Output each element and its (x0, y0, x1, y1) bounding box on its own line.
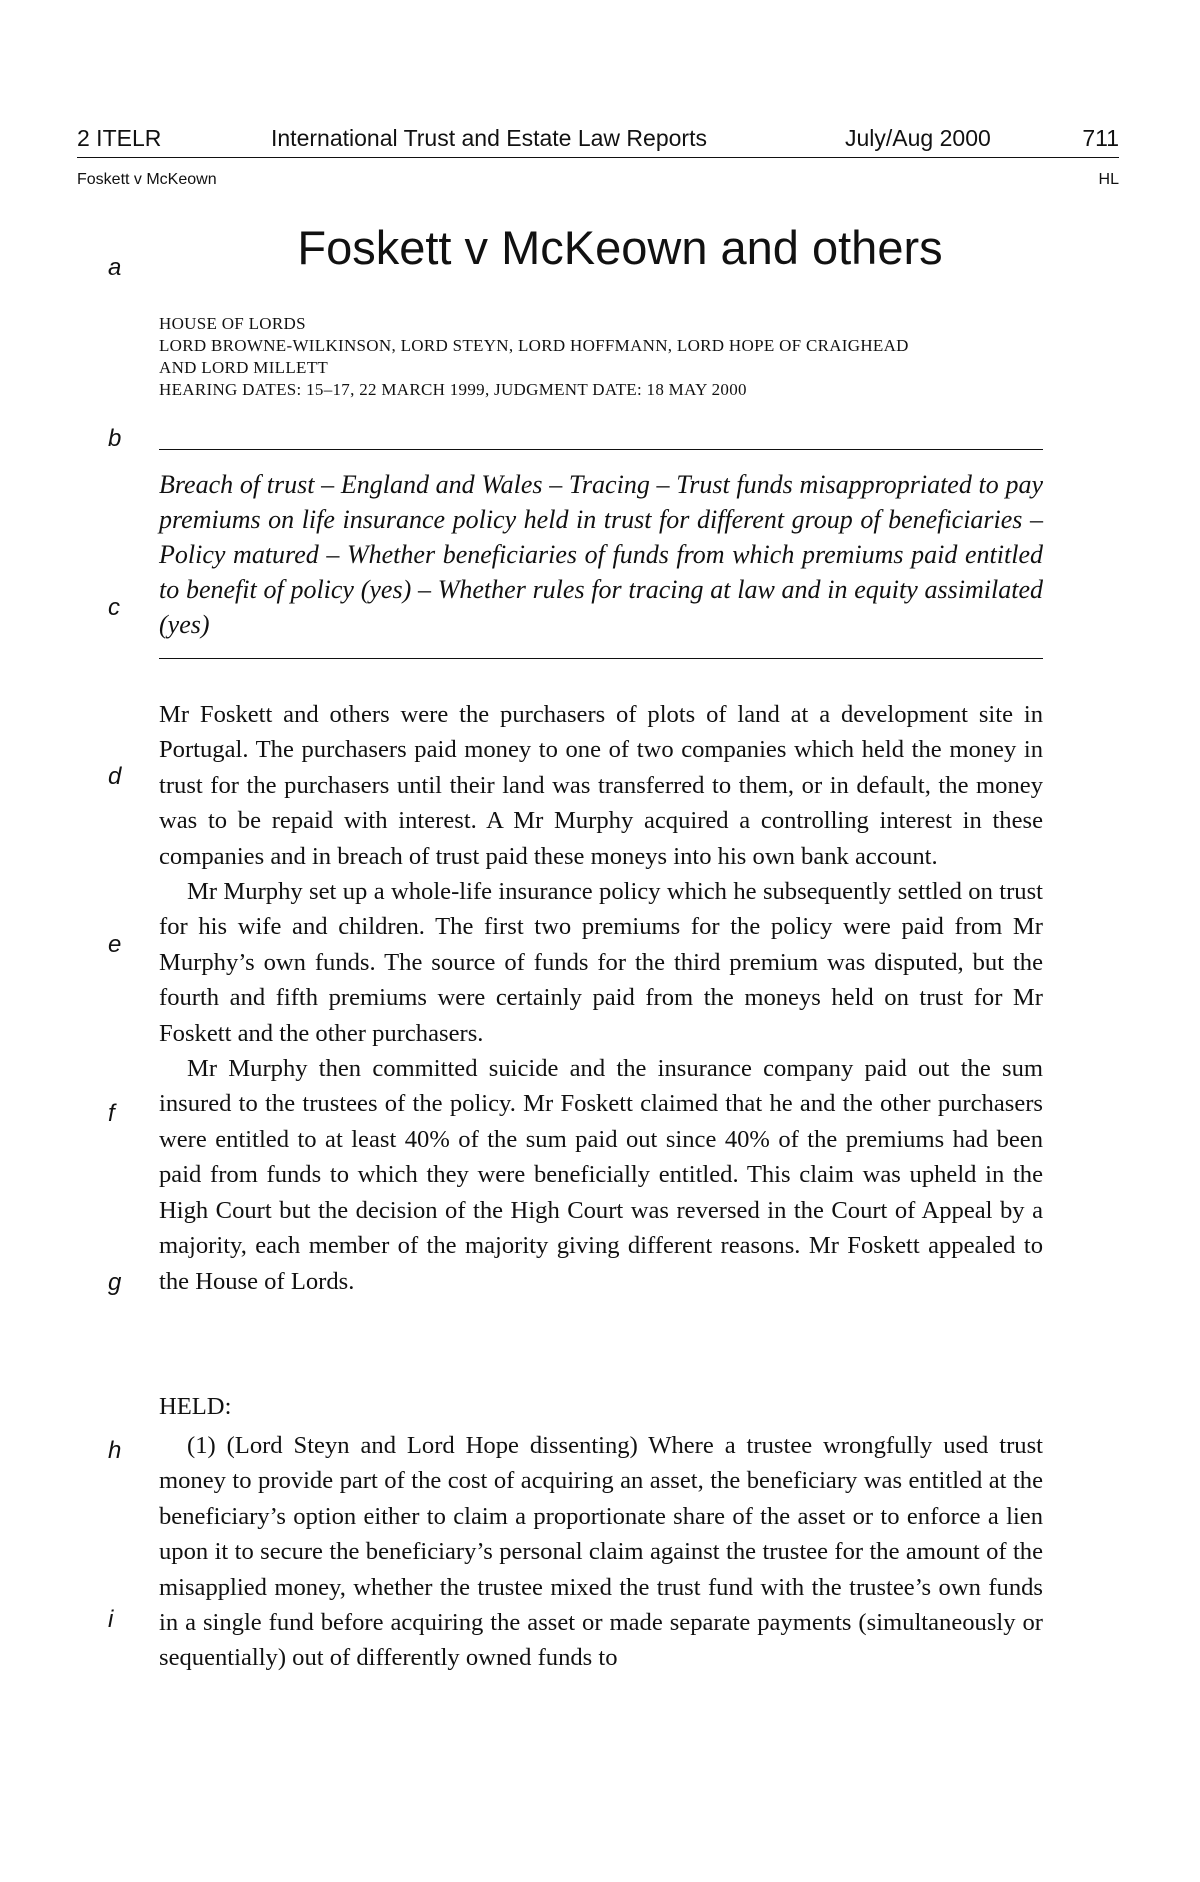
facts-paragraph-1: Mr Foskett and others were the purchasers of plots of land at a development site in Portugal. The purchasers paid money to one of two companies which held the money in trust for the purchasers until their land was transferred to them, or in default, the money was to be repaid with interest. A Mr Murphy acquired a controlling interest in these companies and in breach of trust paid these moneys into his own bank account. (159, 701, 1043, 870)
margin-letter-d: d (108, 763, 122, 790)
judges-line-2: AND LORD MILLETT (159, 358, 329, 377)
page-number: 711 (1082, 125, 1119, 151)
hearing-dates: HEARING DATES: 15–17, 22 MARCH 1999, JUDGMENT DATE: 18 MAY 2000 (159, 380, 747, 399)
judges-line-1: LORD BROWNE-WILKINSON, LORD STEYN, LORD HOFFMANN, LORD HOPE OF CRAIGHEAD (159, 336, 909, 355)
margin-letter-e: e (108, 931, 122, 958)
margin-letter-f: f (108, 1100, 115, 1127)
case-title: Foskett v McKeown and others (297, 221, 943, 274)
court-name: HOUSE OF LORDS (159, 314, 306, 333)
held-paragraph-1: (1) (Lord Steyn and Lord Hope dissenting) Where a trustee wrongfully used trust money to provide part of the cost of acquiring an asset, the beneficiary was entitled at the beneficiary’s option either to claim a proportionate share of the asset or to enforce a lien upon it to secure the beneficiary’s personal claim against the trustee for the amount of the misapplied money, whether the trustee mixed the trust fund with the trustee’s own funds in a single fund before acquiring the asset or made separate payments (simultaneously or sequentially) out of differently owned funds to (159, 1432, 1043, 1672)
report-citation: 2 ITELR (77, 125, 162, 151)
margin-letter-a: a (108, 254, 122, 281)
report-series: International Trust and Estate Law Reports (271, 125, 707, 151)
issue-date: July/Aug 2000 (845, 125, 991, 151)
margin-letter-h: h (108, 1437, 122, 1464)
case-short-title: Foskett v McKeown (77, 171, 217, 188)
catchwords-top-rule (159, 449, 1043, 450)
running-header (77, 125, 1119, 159)
court-details (159, 313, 1043, 401)
margin-letter-b: b (108, 425, 122, 452)
margin-letter-c: c (108, 594, 120, 621)
held-heading: HELD: (159, 1393, 232, 1420)
catchwords-bottom-rule (159, 658, 1043, 659)
facts-paragraph-3: Mr Murphy then committed suicide and the insurance company paid out the sum insured to the trustees of the policy. Mr Foskett claimed that he and the other purchasers were entitled to at least 40% of the sum paid out since 40% of the premiums had been paid from funds to which they were beneficially entitled. This claim was upheld in the High Court but the decision of the High Court was reversed in the Court of Appeal by a majority, each member of the majority giving different reasons. Mr Foskett appealed to the House of Lords. (159, 1055, 1043, 1295)
margin-letter-i: i (108, 1606, 114, 1633)
facts-paragraph-2: Mr Murphy set up a whole-life insurance policy which he subsequently settled on trust for his wife and children. The first two premiums for the policy were paid from Mr Murphy’s own funds. The source of funds for the third premium was disputed, but the fourth and fifth premiums were certainly paid from the moneys held on trust for Mr Foskett and the other purchasers. (159, 878, 1043, 1047)
court-abbreviation: HL (1098, 171, 1119, 188)
headnote-facts (159, 697, 1043, 1299)
catchwords: Breach of trust – England and Wales – Tracing – Trust funds misappropriated to pay premiums on life insurance policy held in trust for different group of beneficiaries – Policy matured – Whether beneficiaries of funds from which premiums paid entitled to benefit of policy (yes) – Whether rules for tracing at law and in equity assimilated (yes) (159, 470, 1043, 639)
margin-letter-g: g (108, 1269, 122, 1296)
header-rule (77, 157, 1119, 158)
held-section (159, 1428, 1043, 1676)
